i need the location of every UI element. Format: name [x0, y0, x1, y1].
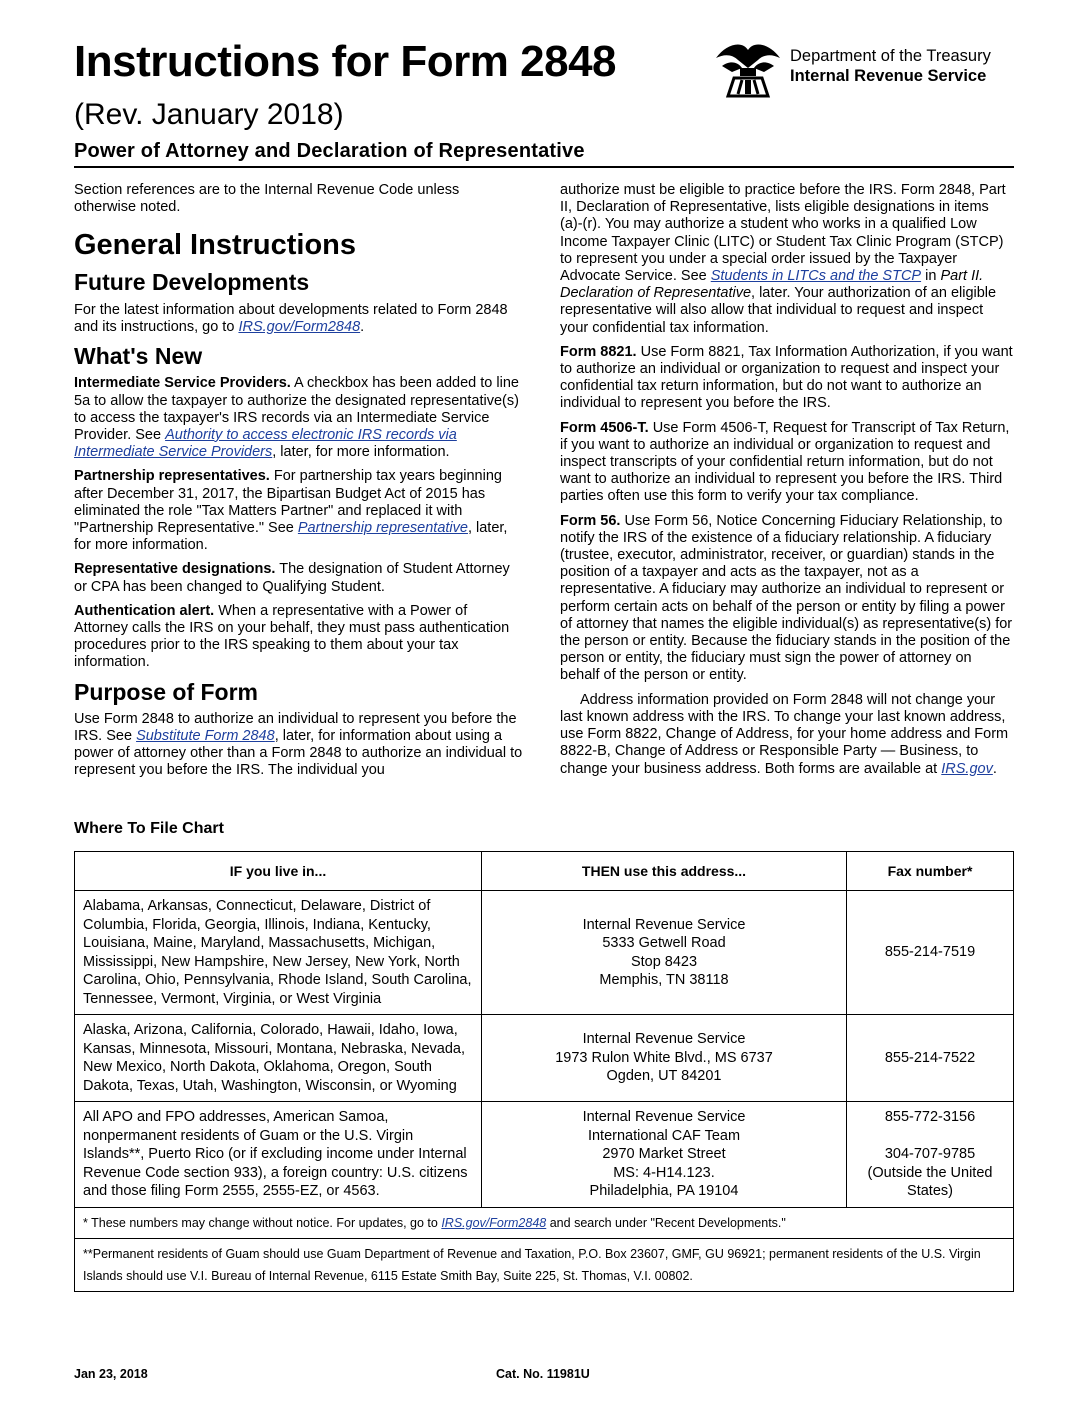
- form-8821-label: Form 8821.: [560, 343, 637, 360]
- isp-paragraph: Intermediate Service Providers. A checkbox has been added to line 5a to allow the taxpayer to authorize the designated representative(s) to access the taxpayer's IRS records via an Intermediate Service Provider. See Authority to access electronic IRS records via Intermediate Service Providers, later, for more information.: [74, 375, 519, 461]
- table-header-row: [75, 852, 1014, 891]
- document-subtitle: Power of Attorney and Declaration of Representative: [74, 140, 585, 162]
- document-title: Instructions for Form 2848: [74, 37, 617, 86]
- general-instructions-heading: General Instructions: [74, 229, 357, 262]
- irs-gov-link[interactable]: IRS.gov: [941, 760, 993, 777]
- isp-link[interactable]: Authority to access electronic IRS records via Intermediate Service Providers: [74, 426, 457, 461]
- table-row: [75, 891, 1014, 1015]
- table-note-row: [75, 1238, 1014, 1291]
- purpose-heading: Purpose of Form: [74, 678, 259, 705]
- form-56-label: Form 56.: [560, 512, 621, 529]
- states-cell: All APO and FPO addresses, American Samoa, nonpermanent residents of Guam or the U.S. Virgin Islands**, Puerto Rico (or if excluding income under Internal Revenue Code section 933), a foreign country: U.S. citizens and those filing Form 2555, 2555-EZ, or 4563.: [75, 1102, 482, 1208]
- designations-label: Representative designations.: [74, 561, 276, 578]
- states-cell: Alabama, Arkansas, Connecticut, Delaware, District of Columbia, Florida, Georgia, Illinois, Indiana, Kentucky, Louisiana, Maine, Maryland, Massachusetts, Michigan, Mississippi, New Hampshire, New Jersey, New York, North Carolina, Ohio, Pennsylvania, Rhode Island, South Carolina, Tennessee, Vermont, Virginia, or West Virginia: [75, 891, 482, 1015]
- address-cell: Internal Revenue Service International CAF Team 2970 Market Street MS: 4-H14.123. Philadelphia, PA 19104: [482, 1102, 847, 1208]
- continued-paragraph: authorize must be eligible to practice before the IRS. Form 2848, Part II, Declaration of Representative, lists eligible designations in items (a)-(r). You may authorize a student who works in a qualified Low Income Taxpayer Clinic (LITC) or Student Tax Clinic Program (STCP) to represent you under a special order issued by the Taxpayer Advocate Service. See Students in LITCs and the STCP in Part II. Declaration of Representative, later. Your authorization of an eligible representative will also allow that individual to request and inspect your confidential tax information.: [560, 182, 1006, 336]
- fax-cell: 855-772-3156 304-707-9785 (Outside the United States): [847, 1102, 1014, 1208]
- fax-cell: 855-214-7519: [847, 891, 1014, 1015]
- header-divider: [74, 166, 1014, 168]
- substitute-form-link[interactable]: Substitute Form 2848: [136, 728, 275, 745]
- table-row: [75, 1102, 1014, 1208]
- irs-eagle-logo-icon: [712, 38, 784, 100]
- footnote-residents: **Permanent residents of Guam should use Guam Department of Revenue and Taxation, P.O. Box 23607, GMF, GU 96921; permanent residents of the U.S. Virgin Islands should use V.I. Bureau of Internal Revenue, 6115 Estate Smith Bay, Suite 225, St. Thomas, V.I. 00802.: [75, 1238, 1014, 1291]
- authentication-label: Authentication alert.: [74, 602, 215, 619]
- future-developments-text: For the latest information about developments related to Form 2848 and its instructions, go to IRS.gov/Form2848.: [74, 301, 508, 335]
- right-column: [560, 182, 1015, 785]
- agency-name: [790, 46, 991, 86]
- partnership-paragraph: Partnership representatives. For partnership tax years beginning after December 31, 2017, the Bipartisan Budget Act of 2015 has eliminated the role "Tax Matters Partner" and replaced it with "Partnership Representative." See Partnership representative, later, for more information.: [74, 468, 508, 554]
- left-column: [74, 182, 524, 787]
- table-row: [75, 1015, 1014, 1102]
- students-litc-link[interactable]: Students in LITCs and the STCP: [710, 268, 922, 285]
- footer-date: Jan 23, 2018: [74, 1367, 148, 1381]
- form2848-note-link[interactable]: IRS.gov/Form2848: [441, 1215, 547, 1230]
- partnership-label: Partnership representatives.: [74, 468, 270, 485]
- column-header-if: IF you live in...: [75, 852, 482, 891]
- agency-department: Department of the Treasury: [790, 47, 991, 65]
- table-note-row: [75, 1207, 1014, 1238]
- column-header-fax: Fax number*: [847, 852, 1014, 891]
- column-header-then: THEN use this address...: [482, 852, 847, 891]
- agency-irs: Internal Revenue Service: [790, 67, 987, 85]
- form-8821-paragraph: Form 8821. Use Form 8821, Tax Information Authorization, if you want to authorize an individual or organization to request and inspect your confidential tax return information, but do not want to authorize an individual to represent you before the IRS.: [560, 343, 1013, 412]
- form-4506t-label: Form 4506-T.: [560, 419, 649, 436]
- designations-paragraph: Representative designations. The designation of Student Attorney or CPA has been changed to Qualifying Student.: [74, 561, 510, 595]
- revision-date: (Rev. January 2018): [74, 98, 344, 131]
- purpose-paragraph: Use Form 2848 to authorize an individual to represent you before the IRS. See Substitute Form 2848, later, for information about using a power of attorney other than a Form 2848 to authorize an individual to represent you before the IRS. The individual you: [74, 710, 523, 779]
- authentication-paragraph: Authentication alert. When a representative with a Power of Attorney calls the IRS on your behalf, they must pass authentication procedures prior to the IRS speaking to them about your tax information.: [74, 602, 510, 671]
- address-paragraph: Address information provided on Form 2848 will not change your last known address with the IRS. To change your last known address, use Form 8822, Change of Address, for your home address and Form 8822-B, Change of Address or Responsible Party — Business, to change your business address. Both forms are available at IRS.gov.: [560, 691, 1009, 777]
- states-cell: Alaska, Arizona, California, Colorado, Hawaii, Idaho, Iowa, Kansas, Minnesota, Missouri, Montana, Nebraska, Nevada, New Mexico, North Dakota, Oklahoma, Oregon, South Dakota, Texas, Utah, Washington, Wisconsin, or Wyoming: [75, 1015, 482, 1102]
- address-cell: Internal Revenue Service 5333 Getwell Road Stop 8423 Memphis, TN 38118: [482, 891, 847, 1015]
- address-cell: Internal Revenue Service 1973 Rulon White Blvd., MS 6737 Ogden, UT 84201: [482, 1015, 847, 1102]
- form-4506t-paragraph: Form 4506-T. Use Form 4506-T, Request for Transcript of Tax Return, if you want to authorize an individual or organization to request and inspect transcripts of your confidential return information, but do not want to authorize an individual to represent you before the IRS. Third parties often use this form to verify your tax compliance.: [560, 419, 1010, 505]
- form-56-paragraph: Form 56. Use Form 56, Notice Concerning Fiduciary Relationship, to notify the IRS of the existence of a fiduciary relationship. A fiduciary (trustee, executor, administrator, receiver, or guardian) stands in the position of a taxpayer and acts as the taxpayer, not as a representative. A fiduciary may authorize an individual to represent or perform certain acts on behalf of the person or entity by filing a power of attorney that names the eligible individual(s) as representative(s) for the person or entity. Because the fiduciary stands in the position of the person or entity, the fiduciary must sign the power of attorney on behalf of the person or entity.: [560, 512, 1013, 684]
- isp-label: Intermediate Service Providers.: [74, 375, 291, 392]
- intro-text: Section references are to the Internal Revenue Code unless otherwise noted.: [74, 182, 460, 216]
- footer-catalog-number: Cat. No. 11981U: [496, 1367, 590, 1381]
- whats-new-heading: What's New: [74, 343, 203, 369]
- future-developments-heading: Future Developments: [74, 269, 310, 296]
- form2848-link[interactable]: IRS.gov/Form2848: [238, 318, 361, 335]
- chart-title: Where To File Chart: [74, 820, 224, 837]
- partnership-link[interactable]: Partnership representative: [297, 519, 468, 536]
- fax-cell: 855-214-7522: [847, 1015, 1014, 1102]
- where-to-file-table: [74, 851, 1014, 1292]
- footnote-fax: * These numbers may change without notice. For updates, go to IRS.gov/Form2848 and search under "Recent Developments.": [75, 1207, 1014, 1238]
